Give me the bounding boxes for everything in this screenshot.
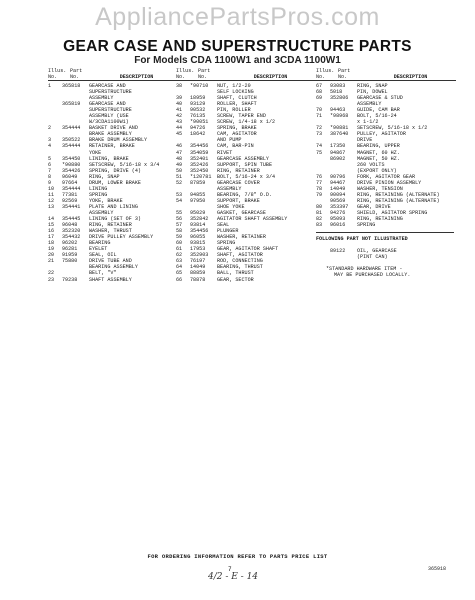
- illus-no: 70: [316, 107, 323, 114]
- illus-no: 63: [176, 258, 183, 265]
- part-no: 77381: [62, 191, 78, 198]
- description: (PINT CAN): [357, 254, 388, 261]
- illus-no: 54: [176, 197, 183, 204]
- description: BOLT, 5/16-24: [357, 113, 397, 120]
- description: BALL, THRUST: [217, 270, 254, 277]
- illus-no: 16: [48, 228, 55, 235]
- illus-no: 42: [176, 113, 183, 120]
- description: ASSEMBLY: [217, 185, 242, 192]
- description: CAM, AGITATOR: [217, 131, 257, 138]
- illus-no: 50: [176, 167, 183, 174]
- illus-no: 74: [316, 143, 323, 150]
- part-no: 78878: [190, 276, 206, 283]
- description: SEAL, OIL: [89, 252, 117, 259]
- description: GASKET, GEARCASE: [217, 209, 266, 216]
- illus-no: 49: [176, 161, 183, 168]
- description: SPRING: [89, 191, 108, 198]
- description: SUPPORT, BRAKE: [217, 197, 260, 204]
- part-no: 96049: [62, 173, 78, 180]
- description: DRIVE PINION ASSEMBLY: [357, 179, 422, 186]
- illus-no: 3: [48, 137, 52, 144]
- part-no: 90796: [330, 173, 346, 180]
- part-no: 14049: [190, 264, 206, 271]
- description: RING, RETAINING: [357, 216, 403, 223]
- description: SPRING: [217, 240, 236, 247]
- part-no: 79238: [62, 276, 78, 283]
- description: SETSCREW, 5/16-18 x 1/2: [357, 125, 428, 132]
- description: RING, SNAP: [89, 173, 120, 180]
- part-no: 88859: [190, 270, 206, 277]
- part-no: *120781: [190, 173, 212, 180]
- part-no: 90569: [330, 197, 346, 204]
- part-no: 354444: [62, 125, 81, 132]
- description: SUPERSTRUCTURE: [89, 107, 132, 114]
- illus-no: 72: [316, 125, 323, 132]
- page-subtitle: For Models CDA 1100W1 and 3CDA 1100W1: [134, 55, 341, 66]
- parts-column-1: [48, 64, 176, 283]
- description: ASSEMBLY: [89, 95, 114, 102]
- part-no: 5018: [330, 89, 343, 96]
- illus-no: 58: [176, 228, 183, 235]
- description: (EXPORT ONLY): [357, 167, 397, 174]
- part-no: 94467: [330, 179, 346, 186]
- description: RING, SNAP: [357, 83, 388, 89]
- illus-no: 10: [48, 185, 55, 192]
- column-header: Illus. No. Part No. DESCRIPTION: [48, 64, 176, 81]
- part-no: 92569: [62, 197, 78, 204]
- part-no: 94726: [190, 125, 206, 132]
- illus-no: 47: [176, 149, 183, 156]
- table-row: [316, 254, 456, 260]
- part-no: 96202: [62, 240, 78, 247]
- part-no: 76135: [190, 113, 206, 120]
- part-no: 97664: [62, 179, 78, 186]
- description: LINING, BRAKE: [89, 155, 129, 162]
- description: RING, RETAINING (ALTERNATE): [357, 197, 440, 204]
- illus-no: 69: [316, 95, 323, 102]
- illus-no: 22: [48, 270, 55, 277]
- part-no: 354445: [62, 216, 81, 223]
- description: SHOE YOKE: [217, 203, 245, 210]
- part-no: 352450: [190, 167, 209, 174]
- description: ASSEMBLY: [89, 209, 114, 216]
- part-no: 91959: [62, 252, 78, 259]
- illus-no: 53: [176, 191, 183, 198]
- part-no: 14049: [330, 185, 346, 192]
- description: DRIVE PULLEY ASSEMBLY: [89, 234, 154, 241]
- illus-no: 4: [48, 143, 52, 150]
- part-no: 350522: [62, 137, 81, 144]
- parts-column-3: [316, 64, 456, 278]
- description: SELF LOCKING: [217, 89, 254, 96]
- watermark: AppliancePartsPros.com: [95, 3, 380, 31]
- illus-no: 5: [48, 155, 52, 162]
- description: AGITATOR SHAFT ASSEMBLY: [217, 216, 288, 223]
- part-no: 86902: [330, 155, 346, 162]
- description: RETAINER, BRAKE: [89, 143, 135, 150]
- description: PLATE AND LINING: [89, 203, 138, 210]
- part-no: 90094: [330, 191, 346, 198]
- part-no: 354450: [62, 155, 81, 162]
- illus-no: 56: [176, 216, 183, 223]
- part-no: 96055: [190, 234, 206, 241]
- description: SHIELD, AGITATOR SPRING: [357, 209, 428, 216]
- part-no: *98968: [330, 113, 349, 120]
- illus-no: 83: [316, 222, 323, 229]
- description: GUIDE, CAM BAR: [357, 107, 400, 114]
- description: SPRING: [357, 222, 376, 229]
- description: AND PUMP: [217, 137, 242, 144]
- illus-no: 44: [176, 125, 183, 132]
- part-no: 18959: [190, 95, 206, 102]
- illus-no: 11: [48, 191, 55, 198]
- illus-no: 48: [176, 155, 183, 162]
- page-number: 7: [228, 566, 232, 573]
- part-no: 354444: [62, 143, 81, 150]
- illus-no: 39: [176, 95, 183, 102]
- illus-no: 61: [176, 246, 183, 253]
- description: SCREW, TAPER END: [217, 113, 266, 120]
- illus-no: 73: [316, 131, 323, 138]
- illus-no: 79: [316, 191, 323, 198]
- illus-no: 68: [316, 89, 323, 96]
- illus-no: 40: [176, 101, 183, 108]
- illus-no: 15: [48, 222, 55, 229]
- illus-no: [316, 254, 330, 260]
- description: YOKE, BRAKE: [89, 197, 123, 204]
- illus-no: 51: [176, 173, 183, 180]
- illus-no: 19: [48, 246, 55, 253]
- part-no: 94463: [330, 107, 346, 114]
- illus-no: 60: [176, 240, 183, 247]
- description: PLUNGER: [217, 228, 239, 235]
- description: GEARCASE AND: [89, 101, 126, 108]
- description: CAM, BAR-PIN: [217, 143, 254, 150]
- part-no: 365819: [62, 101, 81, 108]
- part-no: 95029: [190, 209, 206, 216]
- part-no: 94276: [330, 209, 346, 216]
- illus-no: 18: [48, 240, 55, 247]
- part-no: 354444: [62, 185, 81, 192]
- illus-no: 78: [316, 185, 323, 192]
- description: SETSCREW, 5/16-18 x 3/4: [89, 161, 160, 168]
- description: GEAR, AGITATOR SHAFT: [217, 246, 279, 253]
- illus-no: 66: [176, 276, 183, 283]
- column-header: Illus. No. Part No. DESCRIPTION: [316, 64, 456, 81]
- description: EYELET: [89, 246, 108, 253]
- description: ROD, CONNECTING: [217, 258, 263, 265]
- description: BELT, "V": [89, 270, 117, 277]
- table-row: [48, 277, 176, 283]
- illus-no: 38: [176, 83, 183, 89]
- illus-no: 14: [48, 216, 55, 223]
- description: WASHER, TENSION: [357, 185, 403, 192]
- part-no: 93083: [330, 83, 346, 89]
- handwritten-note: 4/2 - E - 14: [208, 572, 259, 582]
- description: DRIVE: [357, 137, 373, 144]
- illus-no: 64: [176, 264, 183, 271]
- description: BEARING ASSEMBLY: [89, 264, 138, 271]
- part-no: 354456: [190, 228, 209, 235]
- part-no: 352842: [190, 216, 209, 223]
- description: LINING (SET OF 3): [89, 216, 141, 223]
- part-no: 75880: [62, 258, 78, 265]
- illus-no: 43: [176, 119, 183, 126]
- illus-no: 77: [316, 179, 323, 186]
- description: 260 VOLTS: [357, 161, 385, 168]
- description: BRAKE ASSEMBLY: [89, 131, 132, 138]
- description: MAGNET, 60 HZ.: [357, 149, 400, 156]
- part-no: 94855: [190, 191, 206, 198]
- parts-column-2: [176, 64, 316, 283]
- description: WASHER, THRUST: [89, 228, 132, 235]
- description: RING, RETAINING (ALTERNATE): [357, 191, 440, 198]
- illus-no: 76: [316, 173, 323, 180]
- description: GEAR, SECTOR: [217, 276, 254, 283]
- description: RIVET: [217, 149, 233, 156]
- ordering-footer: FOR ORDERING INFORMATION REFER TO PARTS PRICE LIST: [147, 553, 328, 560]
- table-row: [316, 222, 456, 228]
- description: RING, RETAINER: [89, 222, 132, 229]
- part-no: 354456: [190, 143, 209, 150]
- description: DRUM, LOWER BRAKE: [89, 179, 141, 186]
- part-no: 96048: [62, 222, 78, 229]
- illus-no: 55: [176, 209, 183, 216]
- part-no: 365818: [62, 83, 81, 89]
- illus-no: 6: [48, 161, 52, 168]
- illus-no: 1: [48, 83, 52, 89]
- description: NUT, 1/2-20: [217, 83, 251, 89]
- description: SUPERSTRUCTURE: [89, 89, 132, 96]
- description: x 1-1/2: [357, 119, 379, 126]
- description: BRAKE DRUM ASSEMBLY: [89, 137, 148, 144]
- part-no: 97950: [190, 197, 206, 204]
- description: W/3CDA1100W1): [89, 119, 129, 126]
- description: SHAFT, CLUTCH: [217, 95, 257, 102]
- description: PIN, ROLLER: [217, 107, 251, 114]
- part-no: 17953: [190, 246, 206, 253]
- illus-no: 46: [176, 143, 183, 150]
- illus-no: 9: [48, 179, 52, 186]
- illus-no: 52: [176, 179, 183, 186]
- page-title: GEAR CASE AND SUPERSTRUCTURE PARTS: [63, 38, 412, 55]
- illus-no: 57: [176, 222, 183, 229]
- description: OIL, GEARCASE: [357, 248, 397, 255]
- part-no: 354426: [62, 167, 81, 174]
- part-no: 95093: [330, 216, 346, 223]
- part-no: [330, 254, 357, 260]
- illus-no: 12: [48, 197, 55, 204]
- description: GEARCASE & STUD: [357, 95, 403, 102]
- illus-no: 8: [48, 173, 52, 180]
- part-no: 352426: [190, 161, 209, 168]
- part-no: *90051: [190, 119, 209, 126]
- part-no: 89122: [330, 248, 346, 255]
- description: SHAFT, AGITATOR: [217, 252, 263, 259]
- table-row: [176, 277, 316, 283]
- description: PULLEY, AGITATOR: [357, 131, 406, 138]
- description: GEAR, DRIVE: [357, 203, 391, 210]
- illus-no: 20: [48, 252, 55, 259]
- part-no: 354059: [190, 149, 209, 156]
- illus-no: 67: [316, 83, 323, 89]
- description: SUPPORT, SPIN TUBE: [217, 161, 273, 168]
- part-no: 96281: [62, 246, 78, 253]
- illus-no: 59: [176, 234, 183, 241]
- part-no: 353397: [330, 203, 349, 210]
- description: BEARING, THRUST: [217, 264, 263, 271]
- part-no: 354441: [62, 203, 81, 210]
- illus-no: 62: [176, 252, 183, 259]
- description: WASHER, RETAINER: [217, 234, 266, 241]
- part-no: 93129: [190, 101, 206, 108]
- description: ROLLER, SHAFT: [217, 101, 257, 108]
- description: MAGNET, 50 HZ.: [357, 155, 400, 162]
- description: BEARING, 7/8" O.D.: [217, 191, 273, 198]
- description: BEARING, UPPER: [357, 143, 400, 150]
- part-no: 93815: [190, 240, 206, 247]
- not-illustrated-heading: FOLLOWING PART NOT ILLUSTRATED: [316, 236, 408, 243]
- illus-no: 21: [48, 258, 55, 265]
- standard-hardware-note: *STANDARD HARDWARE ITEM - MAY BE PURCHASED LOCALLY.: [326, 266, 411, 279]
- description: SCREW, 1/4-18 x 1/2: [217, 119, 276, 126]
- description: BEARING: [89, 240, 111, 247]
- description: FORK, AGITATOR GEAR: [357, 173, 416, 180]
- part-no: *90710: [190, 83, 209, 89]
- illus-no: 65: [176, 270, 183, 277]
- part-no: 76197: [190, 258, 206, 265]
- description: GEARCASE ASSEMBLY: [217, 155, 269, 162]
- part-no: 352903: [190, 252, 209, 259]
- description: PIN, DOWEL: [357, 89, 388, 96]
- document-number: 365918: [428, 566, 447, 572]
- description: SPRING, DRIVE (4): [89, 167, 141, 174]
- description: YOKE: [89, 149, 102, 156]
- part-no: 17350: [330, 143, 346, 150]
- part-no: 93814: [190, 222, 206, 229]
- description: ASSEMBLY: [357, 101, 382, 108]
- part-no: 352806: [330, 95, 349, 102]
- description: SEAL: [217, 222, 230, 229]
- description: RING, RETAINER: [217, 167, 260, 174]
- part-no: 352320: [62, 228, 81, 235]
- illus-no: 41: [176, 107, 183, 114]
- part-no: 87859: [190, 179, 206, 186]
- illus-no: 7: [48, 167, 52, 174]
- illus-no: 23: [48, 276, 55, 283]
- part-no: 354432: [62, 234, 81, 241]
- description: BOLT, 5/16-24 x 3/4: [217, 173, 276, 180]
- column-header: Illus. No. Part No. DESCRIPTION: [176, 64, 316, 81]
- description: ASSEMBLY (USE: [89, 113, 129, 120]
- description: BASKET DRIVE AND: [89, 125, 138, 132]
- part-no: *90880: [62, 161, 81, 168]
- illus-no: 80: [316, 203, 323, 210]
- part-no: 94867: [330, 149, 346, 156]
- part-no: 352401: [190, 155, 209, 162]
- description: DRIVE TUBE AND: [89, 258, 132, 265]
- part-no: *90881: [330, 125, 349, 132]
- illus-no: 2: [48, 125, 52, 132]
- description: SPRING, BRAKE: [217, 125, 257, 132]
- illus-no: 71: [316, 113, 323, 120]
- description: SHAFT ASSEMBLY: [89, 276, 132, 283]
- description: GEARCASE AND: [89, 83, 126, 89]
- illus-no: 13: [48, 203, 55, 210]
- part-no: 387640: [330, 131, 349, 138]
- illus-no: 45: [176, 131, 183, 138]
- part-no: 90532: [190, 107, 206, 114]
- illus-no: 82: [316, 216, 323, 223]
- part-no: 18642: [190, 131, 206, 138]
- description: LINING: [89, 185, 108, 192]
- illus-no: 75: [316, 149, 323, 156]
- illus-no: 17: [48, 234, 55, 241]
- part-no: 96016: [330, 222, 346, 229]
- illus-no: 81: [316, 209, 323, 216]
- description: GEARCASE COVER: [217, 179, 260, 186]
